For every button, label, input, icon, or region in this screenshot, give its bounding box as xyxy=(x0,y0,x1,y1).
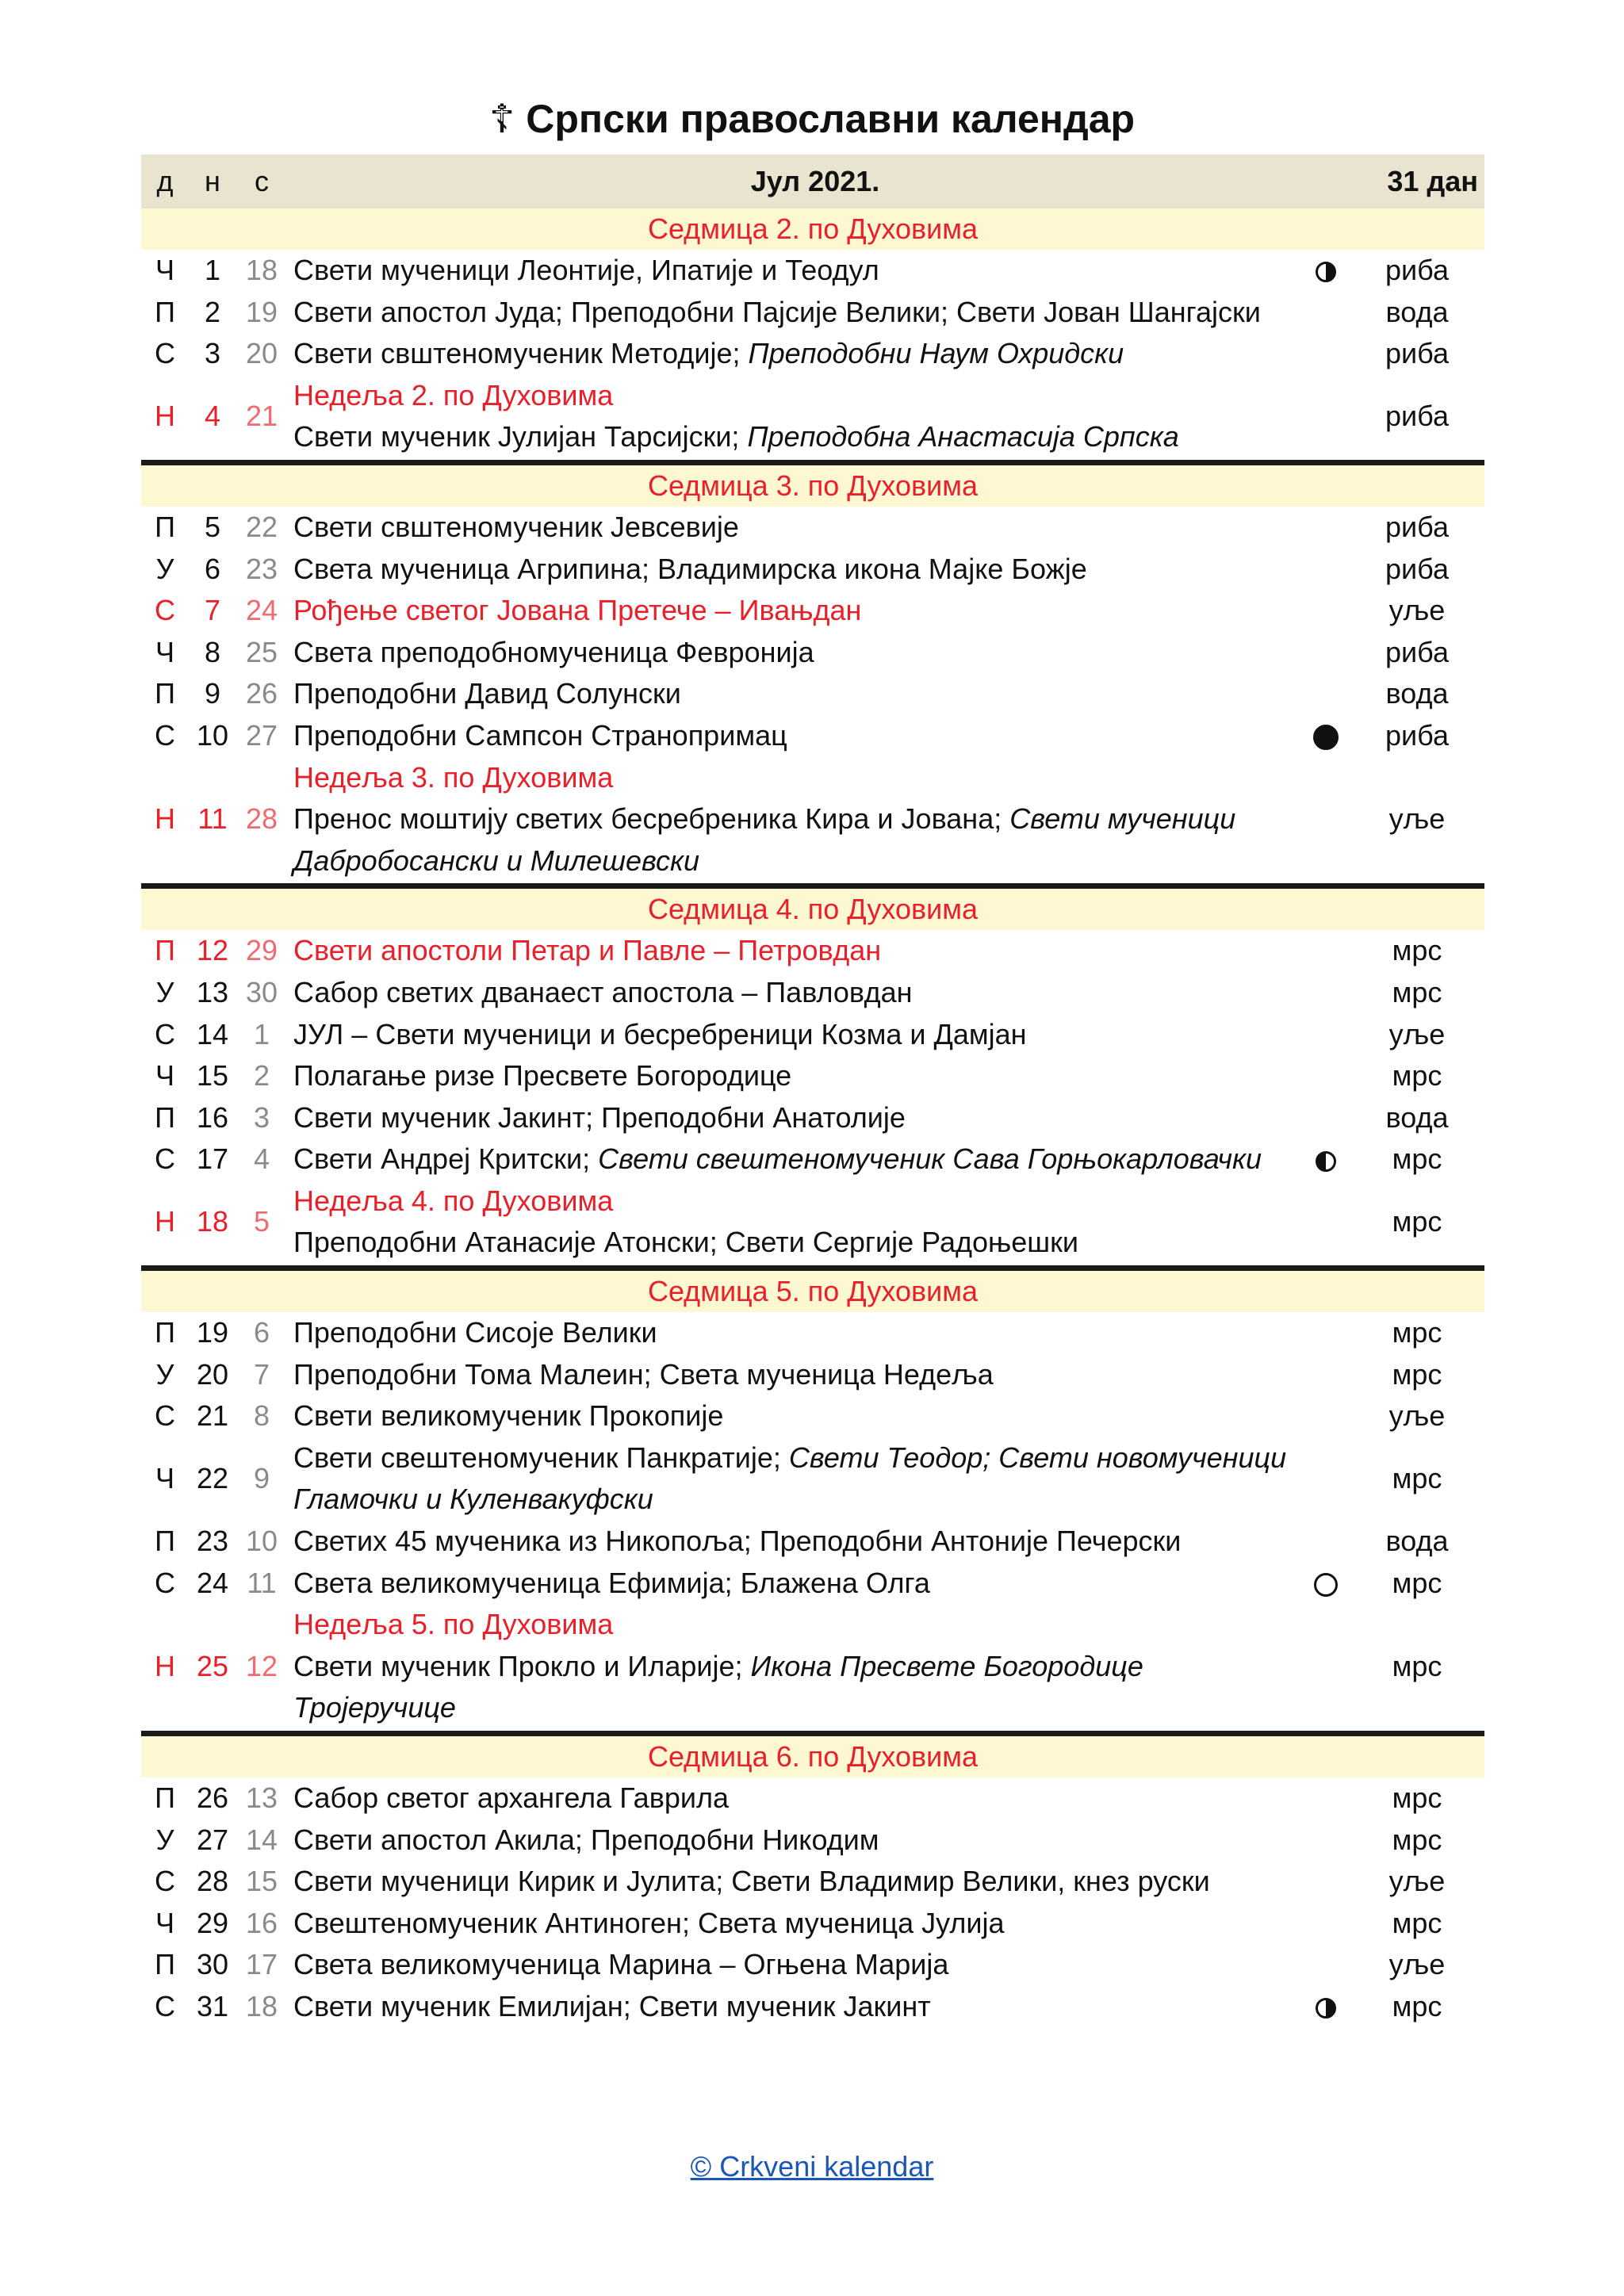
old-style-date: 13 xyxy=(245,1781,278,1814)
fasting-rule: уље xyxy=(1388,1948,1446,1981)
saints-line xyxy=(293,420,1179,453)
saints-text: Свети свштеномученик Методије; xyxy=(293,337,749,370)
old-style-date: 20 xyxy=(245,337,278,370)
week-header: Седмица 3. по Духовима xyxy=(141,465,1484,507)
fasting-rule: риба xyxy=(1385,635,1449,668)
fasting-rule: риба xyxy=(1385,552,1449,585)
feast-text xyxy=(287,549,1302,591)
new-style-date: 6 xyxy=(204,552,221,585)
day-of-week: Н xyxy=(155,802,175,836)
day-row xyxy=(141,930,1484,972)
page-title: ☦ Српски православни календар xyxy=(488,97,1136,141)
saints-text: Рођење светог Јована Претече – Ивањдан xyxy=(293,594,862,627)
old-style-date: 11 xyxy=(247,1566,277,1599)
saints-line xyxy=(293,254,879,286)
saints-line xyxy=(293,1399,723,1432)
new-style-date: 11 xyxy=(197,802,228,836)
fasting-rule: мрс xyxy=(1392,1566,1442,1599)
new-style-date: 22 xyxy=(196,1462,229,1495)
day-row xyxy=(141,250,1484,292)
day-row xyxy=(141,1014,1484,1056)
saints-text-italic: Икона Пресвете Богородице Тројеручице xyxy=(293,1649,1143,1724)
old-style-date: 29 xyxy=(245,934,278,967)
calendar-table xyxy=(141,155,1484,2028)
new-style-date: 29 xyxy=(196,1906,229,1939)
day-of-week: П xyxy=(155,295,175,328)
day-of-week: С xyxy=(155,718,175,752)
saints-line xyxy=(293,1142,1262,1175)
saints-text: Сабор светог архангела Гаврила xyxy=(293,1781,729,1814)
saints-text: Пренос моштију светих бесребреника Кира и Јована; xyxy=(293,802,1010,836)
day-row xyxy=(141,1604,1484,1729)
day-row xyxy=(141,1563,1484,1605)
fasting-rule: уље xyxy=(1388,802,1446,836)
new-style-date: 4 xyxy=(204,400,221,433)
new-style-date: 16 xyxy=(196,1100,229,1134)
saints-text: Преподобни Атанасије Атонски; Свети Сергије Радоњешки xyxy=(293,1226,1079,1259)
old-style-date: 8 xyxy=(253,1399,270,1433)
day-of-week: У xyxy=(155,975,174,1008)
saints-text: Свети апостоли Петар и Павле – Петровдан xyxy=(293,934,882,967)
fasting-rule: риба xyxy=(1385,400,1449,433)
fasting-rule: мрс xyxy=(1392,1823,1442,1856)
old-style-date: 10 xyxy=(245,1525,278,1558)
saints-text-italic: Преподобни Наум Охридски xyxy=(748,337,1124,370)
first-quarter-icon xyxy=(1316,1151,1336,1172)
weeks-container xyxy=(141,209,1484,2028)
new-style-date: 13 xyxy=(196,975,229,1008)
saints-line xyxy=(293,1907,1005,1939)
last-quarter-icon xyxy=(1316,262,1336,282)
old-style-date: 21 xyxy=(245,400,278,433)
day-row xyxy=(141,1055,1484,1097)
saints-line xyxy=(293,1567,930,1599)
old-style-date: 14 xyxy=(245,1823,278,1856)
new-style-date: 8 xyxy=(204,635,221,668)
feast-text xyxy=(287,1903,1302,1945)
day-of-week: П xyxy=(155,1781,175,1814)
feast-text xyxy=(287,1055,1302,1097)
fasting-rule: вода xyxy=(1385,1525,1449,1558)
fasting-rule: мрс xyxy=(1392,1989,1442,2022)
saints-line xyxy=(293,677,681,710)
day-row xyxy=(141,1395,1484,1437)
feast-text xyxy=(287,1861,1302,1903)
feast-text xyxy=(287,1521,1302,1563)
sunday-title: Недеља 5. по Духовима xyxy=(293,1608,614,1641)
feast-text xyxy=(287,507,1302,549)
day-of-week: Н xyxy=(155,1649,175,1682)
feast-text xyxy=(287,1354,1302,1396)
fasting-rule: мрс xyxy=(1392,1316,1442,1349)
moon-phase-cell xyxy=(1302,1138,1350,1181)
fasting-rule: уље xyxy=(1388,1399,1446,1433)
old-style-date: 16 xyxy=(245,1906,278,1939)
old-style-date: 25 xyxy=(245,635,278,668)
feast-text xyxy=(287,1604,1302,1729)
new-style-date: 12 xyxy=(196,934,229,967)
saints-line xyxy=(293,511,739,543)
new-style-date: 1 xyxy=(204,254,221,286)
feast-text xyxy=(287,1944,1302,1986)
saints-line xyxy=(293,1441,1286,1516)
day-row xyxy=(141,590,1484,632)
saints-text-italic: Свети мученици Дабробосански и Милешевски xyxy=(293,802,1236,877)
day-of-week: Н xyxy=(155,400,175,433)
full-moon-icon xyxy=(1313,725,1339,750)
new-style-date: 7 xyxy=(204,594,221,627)
old-style-date: 22 xyxy=(245,510,278,543)
day-of-week: У xyxy=(155,1357,174,1391)
feast-text xyxy=(287,972,1302,1014)
day-row xyxy=(141,757,1484,882)
old-style-date: 1 xyxy=(253,1017,270,1050)
old-style-date: 12 xyxy=(245,1649,278,1682)
header-day-of-week: д xyxy=(156,165,174,197)
saints-text: Преподобни Сампсон Странопримац xyxy=(293,718,787,752)
saints-text: ЈУЛ – Свети мученици и бесребреници Козма и Дамјан xyxy=(293,1017,1027,1050)
new-style-date: 19 xyxy=(196,1316,229,1349)
fasting-rule: уље xyxy=(1388,1865,1446,1898)
old-style-date: 5 xyxy=(253,1205,270,1238)
new-style-date: 2 xyxy=(204,295,221,328)
table-header xyxy=(141,155,1484,209)
sunday-title: Недеља 3. по Духовима xyxy=(293,760,614,794)
saints-text: Света преподобномученица Февронија xyxy=(293,635,814,668)
day-row xyxy=(141,1521,1484,1563)
saints-text: Свети мученици Леонтије, Ипатије и Теодул xyxy=(293,254,879,286)
day-of-week: С xyxy=(155,337,175,370)
week-divider xyxy=(141,1265,1484,1271)
week-header: Седмица 4. по Духовима xyxy=(141,889,1484,930)
old-style-date: 23 xyxy=(245,552,278,585)
old-style-date: 17 xyxy=(245,1948,278,1981)
saints-text-italic: Свети свештеномученик Сава Горњокарловачки xyxy=(598,1142,1262,1176)
day-row xyxy=(141,1138,1484,1181)
feast-text xyxy=(287,673,1302,715)
day-row xyxy=(141,507,1484,549)
feast-text xyxy=(287,1777,1302,1820)
saints-text-italic: Свети Теодор; Свети новомученици Гламочки и Куленвакуфски xyxy=(293,1441,1287,1516)
moon-phase-cell xyxy=(1302,1563,1350,1605)
fasting-rule: вода xyxy=(1385,295,1449,328)
day-of-week: Ч xyxy=(155,1906,174,1939)
old-style-date: 6 xyxy=(253,1316,270,1349)
saints-text: Свештеномученик Антиноген; Света мученица Јулија xyxy=(293,1906,1005,1939)
new-style-date: 28 xyxy=(196,1865,229,1898)
moon-phase-cell xyxy=(1302,715,1350,757)
new-style-date: 18 xyxy=(196,1205,229,1238)
day-of-week: П xyxy=(155,1948,175,1981)
new-style-date: 27 xyxy=(196,1823,229,1856)
saints-text: Свети свштеномученик Јевсевије xyxy=(293,510,739,543)
new-style-date: 17 xyxy=(196,1142,229,1176)
feast-text xyxy=(287,333,1302,375)
day-of-week: П xyxy=(155,1316,175,1349)
saints-text: Свети свештеномученик Панкратије; xyxy=(293,1441,789,1474)
saints-text: Света великомученица Ефимија; Блажена Олга xyxy=(293,1566,930,1599)
saints-line xyxy=(293,636,814,668)
feast-text xyxy=(287,930,1302,972)
saints-line xyxy=(293,1018,1027,1050)
fasting-rule: риба xyxy=(1385,254,1449,286)
feast-text xyxy=(287,1312,1302,1354)
new-style-date: 25 xyxy=(196,1649,229,1682)
feast-text xyxy=(287,1395,1302,1437)
new-style-date: 26 xyxy=(196,1781,229,1814)
feast-text xyxy=(287,1181,1302,1264)
header-old-date: с xyxy=(255,165,269,197)
day-row xyxy=(141,1312,1484,1354)
moon-phase-cell xyxy=(1302,250,1350,292)
saints-line xyxy=(293,802,1235,877)
day-row xyxy=(141,1354,1484,1396)
old-style-date: 7 xyxy=(253,1357,270,1391)
day-of-week: П xyxy=(155,510,175,543)
new-style-date: 30 xyxy=(196,1948,229,1981)
day-row xyxy=(141,1181,1484,1264)
day-row xyxy=(141,673,1484,715)
saints-line xyxy=(293,719,787,752)
old-style-date: 18 xyxy=(245,1989,278,2022)
day-of-week: П xyxy=(155,677,175,710)
header-new-date: н xyxy=(205,165,220,197)
saints-line xyxy=(293,1358,994,1391)
sunday-title: Недеља 4. по Духовима xyxy=(293,1184,614,1217)
new-style-date: 10 xyxy=(196,718,229,752)
day-of-week: Ч xyxy=(155,1462,174,1495)
day-of-week: С xyxy=(155,1566,175,1599)
saints-line xyxy=(293,1650,1143,1724)
day-row xyxy=(141,1986,1484,2028)
saints-text: Светих 45 мученика из Никопоља; Преподобни Антоније Печерски xyxy=(293,1525,1182,1558)
feast-text xyxy=(287,590,1302,632)
day-of-week: П xyxy=(155,1100,175,1134)
old-style-date: 9 xyxy=(253,1462,270,1495)
day-of-week: С xyxy=(155,594,175,627)
saints-line xyxy=(293,296,1261,328)
old-style-date: 15 xyxy=(245,1865,278,1898)
saints-text: Света великомученица Марина – Огњена Марија xyxy=(293,1948,949,1981)
feast-text xyxy=(287,250,1302,292)
copyright-link[interactable]: © Crkveni kalendar xyxy=(690,2150,934,2183)
fasting-rule: мрс xyxy=(1392,934,1442,967)
fasting-rule: мрс xyxy=(1392,1142,1442,1176)
day-of-week: У xyxy=(155,552,174,585)
saints-text: Преподобни Тома Малеин; Света мученица Недеља xyxy=(293,1357,994,1391)
feast-text xyxy=(287,292,1302,334)
day-of-week: Ч xyxy=(155,635,174,668)
fasting-rule: мрс xyxy=(1392,1906,1442,1939)
day-row xyxy=(141,632,1484,674)
feast-text xyxy=(287,632,1302,674)
fasting-rule: мрс xyxy=(1392,1781,1442,1814)
new-style-date: 21 xyxy=(196,1399,229,1433)
saints-text: Свети мученик Емилијан; Свети мученик Јакинт xyxy=(293,1989,931,2022)
old-style-date: 24 xyxy=(245,594,278,627)
saints-line xyxy=(293,553,1087,585)
feast-text xyxy=(287,375,1302,458)
day-of-week: С xyxy=(155,1017,175,1050)
day-row xyxy=(141,1777,1484,1820)
day-row xyxy=(141,1437,1484,1521)
sunday-title: Недеља 2. по Духовима xyxy=(293,378,614,411)
saints-text-italic: Преподобна Анастасија Српска xyxy=(747,420,1179,453)
saints-text: Свети мученици Кирик и Јулита; Свети Владимир Велики, кнез руски xyxy=(293,1865,1210,1898)
saints-line xyxy=(293,1823,879,1856)
saints-text: Света мученица Агрипина; Владимирска икона Мајке Божје xyxy=(293,552,1087,585)
new-style-date: 20 xyxy=(196,1357,229,1391)
saints-text: Свети Андреј Критски; xyxy=(293,1142,599,1176)
old-style-date: 18 xyxy=(245,254,278,286)
saints-text: Преподобни Сисоје Велики xyxy=(293,1316,657,1349)
saints-text: Полагање ризе Пресвете Богородице xyxy=(293,1059,792,1093)
saints-line xyxy=(293,1226,1078,1258)
new-style-date: 5 xyxy=(204,510,221,543)
fasting-rule: мрс xyxy=(1392,1462,1442,1495)
day-of-week: П xyxy=(155,934,175,967)
new-style-date: 3 xyxy=(204,337,221,370)
new-style-date: 24 xyxy=(196,1566,229,1599)
old-style-date: 26 xyxy=(245,677,278,710)
saints-line xyxy=(293,1781,729,1814)
header-month: Јул 2021. xyxy=(750,165,880,197)
old-style-date: 30 xyxy=(245,975,278,1008)
week-header: Седмица 6. по Духовима xyxy=(141,1736,1484,1777)
fasting-rule: вода xyxy=(1385,1100,1449,1134)
feast-text xyxy=(287,1437,1302,1521)
feast-text xyxy=(287,1563,1302,1605)
day-row xyxy=(141,549,1484,591)
new-moon-icon xyxy=(1314,1573,1338,1597)
saints-line xyxy=(293,934,881,966)
day-of-week: С xyxy=(155,1142,175,1176)
week-divider xyxy=(141,883,1484,889)
day-row xyxy=(141,292,1484,334)
day-row xyxy=(141,333,1484,375)
day-row xyxy=(141,1861,1484,1903)
day-row xyxy=(141,1097,1484,1139)
day-row xyxy=(141,1820,1484,1862)
moon-phase-cell xyxy=(1302,1986,1350,2028)
header-day-count: 31 дан xyxy=(1387,165,1478,197)
saints-text: Преподобни Давид Солунски xyxy=(293,677,681,710)
week-header: Седмица 2. по Духовима xyxy=(141,209,1484,250)
day-of-week: П xyxy=(155,1525,175,1558)
fasting-rule: мрс xyxy=(1392,1357,1442,1391)
feast-text xyxy=(287,1820,1302,1862)
saints-line xyxy=(293,594,861,626)
old-style-date: 4 xyxy=(253,1142,270,1176)
day-row xyxy=(141,715,1484,757)
saints-line xyxy=(293,1316,657,1349)
day-of-week: У xyxy=(155,1823,174,1856)
day-of-week: С xyxy=(155,1399,175,1433)
day-row xyxy=(141,1944,1484,1986)
new-style-date: 9 xyxy=(204,677,221,710)
saints-line xyxy=(293,1865,1210,1897)
feast-text xyxy=(287,1986,1302,2028)
feast-text xyxy=(287,715,1302,757)
day-of-week: Ч xyxy=(155,1059,174,1093)
week-divider xyxy=(141,460,1484,465)
saints-text: Свети апостол Акила; Преподобни Никодим xyxy=(293,1823,879,1856)
fasting-rule: мрс xyxy=(1392,1205,1442,1238)
week-divider xyxy=(141,1731,1484,1736)
fasting-rule: риба xyxy=(1385,337,1449,370)
feast-text xyxy=(287,1097,1302,1139)
day-of-week: С xyxy=(155,1865,175,1898)
old-style-date: 3 xyxy=(253,1100,270,1134)
saints-text: Свети мученик Јакинт; Преподобни Анатолије xyxy=(293,1100,906,1134)
fasting-rule: риба xyxy=(1385,718,1449,752)
last-quarter-icon xyxy=(1316,1998,1336,2019)
saints-text: Свети апостол Јуда; Преподобни Пајсије Велики; Свети Јован Шангајски xyxy=(293,295,1261,328)
saints-line xyxy=(293,1990,931,2022)
saints-text: Свети мученик Јулијан Тарсијски; xyxy=(293,420,748,453)
fasting-rule: мрс xyxy=(1392,1649,1442,1682)
saints-text: Свети мученик Прокло и Иларије; xyxy=(293,1649,751,1682)
day-of-week: Ч xyxy=(155,254,174,286)
fasting-rule: риба xyxy=(1385,510,1449,543)
fasting-rule: уље xyxy=(1388,1017,1446,1050)
week-header: Седмица 5. по Духовима xyxy=(141,1271,1484,1312)
fasting-rule: мрс xyxy=(1392,975,1442,1008)
old-style-date: 28 xyxy=(245,802,278,836)
fasting-rule: мрс xyxy=(1392,1059,1442,1093)
day-row xyxy=(141,1903,1484,1945)
new-style-date: 15 xyxy=(196,1059,229,1093)
day-row xyxy=(141,375,1484,458)
saints-line xyxy=(293,1101,906,1134)
saints-line xyxy=(293,337,1124,369)
day-of-week: С xyxy=(155,1989,175,2022)
saints-text: Сабор светих дванаест апостола – Павловдан xyxy=(293,975,913,1008)
saints-line xyxy=(293,976,913,1008)
feast-text xyxy=(287,1138,1302,1181)
day-row xyxy=(141,972,1484,1014)
new-style-date: 23 xyxy=(196,1525,229,1558)
feast-text xyxy=(287,757,1302,882)
feast-text xyxy=(287,1014,1302,1056)
old-style-date: 27 xyxy=(245,718,278,752)
old-style-date: 19 xyxy=(245,295,278,328)
fasting-rule: вода xyxy=(1385,677,1449,710)
day-of-week: Н xyxy=(155,1205,175,1238)
saints-text: Свети великомученик Прокопије xyxy=(293,1399,724,1433)
saints-line xyxy=(293,1059,791,1092)
saints-line xyxy=(293,1948,948,1980)
old-style-date: 2 xyxy=(253,1059,270,1093)
saints-line xyxy=(293,1525,1181,1557)
new-style-date: 14 xyxy=(196,1017,229,1050)
new-style-date: 31 xyxy=(196,1989,229,2022)
fasting-rule: уље xyxy=(1388,594,1446,627)
